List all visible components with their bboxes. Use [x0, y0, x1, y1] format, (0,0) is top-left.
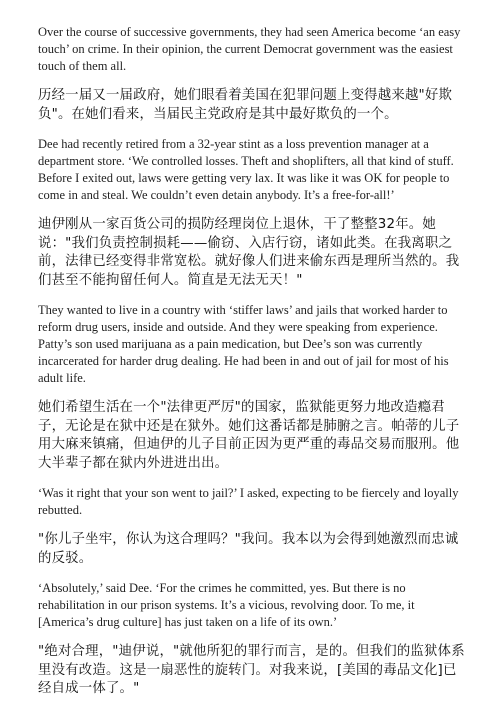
paragraph-zh-3: 她们希望生活在一个"法律更严厉"的国家，监狱能更努力地改造瘾君子，无论是在狱中还是在狱外。她们这番话都是肺腑之言。帕蒂的儿子用大麻来镇痛，但迪伊的儿子目前正因为更严重的毒品交易而服刑。他大半辈子都在狱内外进进出出。 — [38, 400, 460, 471]
paragraph-zh-4: "你儿子坐牢，你认为这合理吗？"我问。我本以为会得到她激烈而忠诚的反驳。 — [38, 532, 459, 566]
paragraph-zh-1: 历经一届又一届政府，她们眼看着美国在犯罪问题上变得越来越"好欺负"。在她们看来，当届民主党政府是其中最好欺负的一个。 — [38, 88, 453, 122]
paragraph-en-3: They wanted to live in a country with ‘stiffer laws’ and jails that worked harder to reform drug users, inside and outside. And they were speaking from experience. Patty’s son used marijuana as a pain medication, but Dee’s son was currently incarcerated for harder drug dealing. He had been in and out of jail for most of his adult life. — [38, 303, 449, 385]
paragraph-en-4: ‘Was it right that your son went to jail?’ I asked, expecting to be fiercely and loyally rebutted. — [38, 486, 459, 517]
paragraph-en-2: Dee had recently retired from a 32-year stint as a loss prevention manager at a department store. ‘We controlled losses. Theft and shoplifters, all that kind of stuff. Before I exited out, laws were getting very lax. It was like it was OK for people to come in and steal. We couldn’t even detain anybody. It’s a free-for-all!’ — [38, 137, 454, 202]
paragraph-zh-2: 迪伊刚从一家百货公司的损防经理岗位上退休，干了整整32年。她说："我们负责控制损耗——偷窃、入店行窃，诸如此类。在我离职之前，法律已经变得非常宽松。就好像人们进来偷东西是理所当然的。我们甚至不能拘留任何人。简直是无法无天！" — [38, 217, 460, 288]
document-page — [38, 24, 466, 711]
paragraph-zh-5: "绝对合理，"迪伊说，"就他所犯的罪行而言，是的。但我们的监狱体系里没有改造。这是一扇恶性的旋转门。对我来说，[美国的毒品文化]已经自成一体了。" — [38, 644, 465, 696]
paragraph-en-5: ‘Absolutely,’ said Dee. ‘For the crimes he committed, yes. But there is no rehabilitation in our prison systems. It’s a vicious, revolving door. To me, it [America’s drug culture] has just taken on a life of its own.’ — [38, 581, 415, 629]
paragraph-en-1: Over the course of successive governments, they had seen America become ‘an easy touch’ on crime. In their opinion, the current Democrat government was the easiest touch of them all. — [38, 25, 461, 73]
